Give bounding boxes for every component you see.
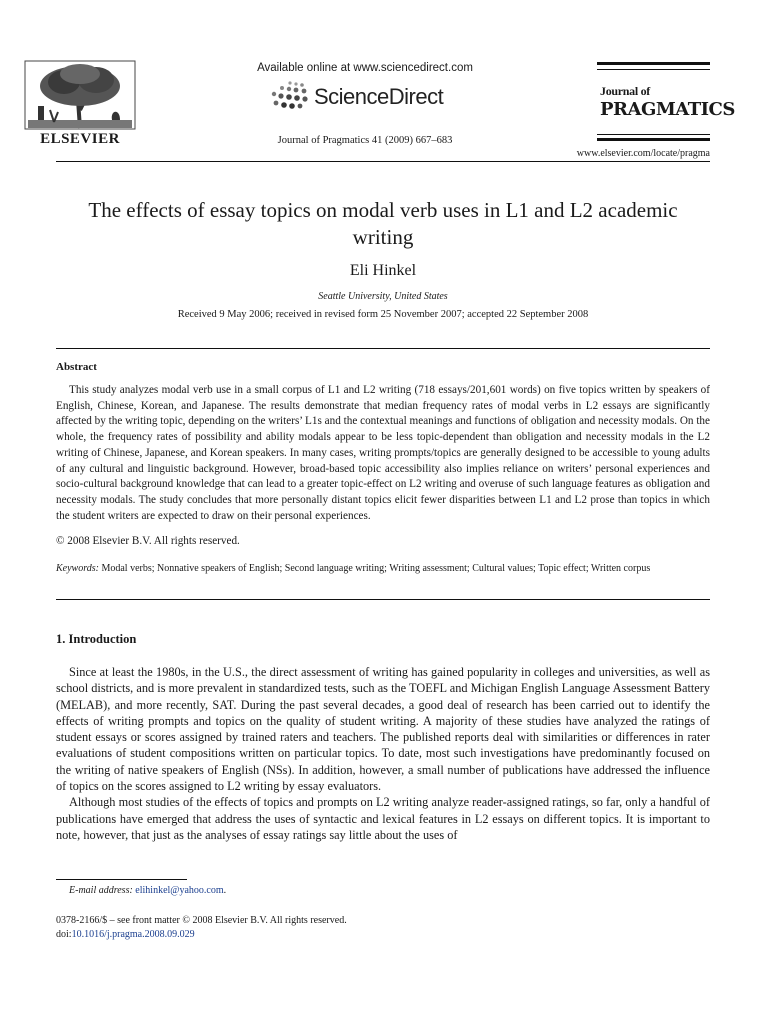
header-divider [56, 161, 710, 162]
author-affiliation: Seattle University, United States [318, 291, 448, 302]
abstract-copyright: © 2008 Elsevier B.V. All rights reserved. [56, 535, 240, 547]
sciencedirect-dots-icon [268, 80, 314, 110]
section-heading-introduction: 1. Introduction [56, 632, 137, 646]
keywords-list: Modal verbs; Nonnative speakers of English; Second language writing; Writing assessment; Cultural values; Topic effect; Written corpus [98, 563, 651, 574]
doi-prefix: doi: [56, 929, 72, 940]
journal-logo-line1: Journal of [600, 84, 651, 98]
introduction-paragraph: Although most studies of the effects of topics and prompts on L2 writing analyze reader-assigned ratings, so far, only a handful of publications have emerged that address the uses of syntactic and lexical features in L2 essays on different topics. It is important to note, however, that just as the analyses of essay ratings say little about the uses of [56, 795, 710, 842]
available-online-text: Available online at www.sciencedirect.com [257, 62, 473, 74]
doi-link[interactable]: 10.1016/j.pragma.2008.09.029 [71, 929, 195, 940]
abstract-divider-bottom [56, 599, 710, 600]
footnote-email [56, 885, 710, 896]
journal-logo-rule [597, 138, 710, 141]
journal-logo-line2: PRAGMATICS [600, 99, 735, 120]
introduction-paragraph: Since at least the 1980s, in the U.S., the direct assessment of writing has gained popularity in colleges and universities, as well as school districts, and is more prevalent in standardized tests, such as the TOEFL and Michigan English Language Assessment Battery (MELAB), and more recently, SAT. During the past several decades, a good deal of research has been carried out to identify the effects of writing prompts and topics on the quality of student writing. A majority of these studies have analyzed the ratings of student essays or scores assigned by trained raters and teachers. The published reports deal with similarities or differences in rater evaluations of student compositions written on particular topics. To date, most such investigations have predominantly focused on the writing of native speakers of English (NSs). In addition, however, a small number of publications have addressed the influence of topics on the scores assigned to L2 writing by essay evaluators. [56, 665, 710, 794]
abstract-divider-top [56, 348, 710, 349]
journal-logo-rule [597, 69, 710, 70]
issn-line: 0378-2166/$ – see front matter © 2008 Elsevier B.V. All rights reserved. [56, 915, 347, 926]
journal-url-link[interactable]: www.elsevier.com/locate/pragma [576, 148, 710, 159]
introduction-body [56, 664, 710, 843]
keywords-label: Keywords: [56, 563, 99, 574]
article-title: The effects of essay topics on modal verb uses in L1 and L2 academic writing [88, 198, 678, 249]
email-label: E-mail address: [69, 885, 133, 896]
journal-reference: Journal of Pragmatics 41 (2009) 667–683 [277, 135, 453, 146]
abstract-text: This study analyzes modal verb use in a small corpus of L1 and L2 writing (718 essays/201,601 words) on five topics written by speakers of English, Chinese, Korean, and Japanese. The results demonstrate that median frequency rates of modal verbs in L2 essays are significantly affected by the writing topic, depending on the writers’ L1s and the contextual meanings and functions of obligation and necessity modals. On the whole, the frequency rates of possibility and ability modals appear to be less topic-dependent than obligation and necessity modals in the L2 writing of Chinese, Japanese, and Korean speakers. In many cases, writing prompts/topics are generally designed to be accessible to young adults of any cultural and linguistic background. However, broad-based topic accessibility also implies reliance on writers’ personal experiences and socio-cultural background knowledge that can lead to a greater topic-effect on L2 writing and overuse of such language features as obligation and necessity modals. The study concludes that more personally distant topics elicit fewer disparities between L1 and L2 prose than topics in which the student writers are expected to draw on their personal experiences. [56, 384, 710, 522]
email-suffix: . [223, 885, 227, 896]
abstract-heading: Abstract [56, 361, 97, 373]
article-dates: Received 9 May 2006; received in revised form 25 November 2007; accepted 22 September 2008 [177, 309, 589, 320]
journal-logo-rule [597, 62, 710, 65]
email-link[interactable]: elihinkel@yahoo.com [135, 885, 224, 896]
sciencedirect-logo: ScienceDirect [314, 84, 444, 109]
keywords [56, 562, 710, 576]
journal-logo-rule [597, 134, 710, 135]
article-author: Eli Hinkel [349, 262, 417, 279]
doi-line [56, 929, 195, 940]
footnote-divider [56, 879, 187, 880]
publisher-name: ELSEVIER [40, 131, 120, 147]
